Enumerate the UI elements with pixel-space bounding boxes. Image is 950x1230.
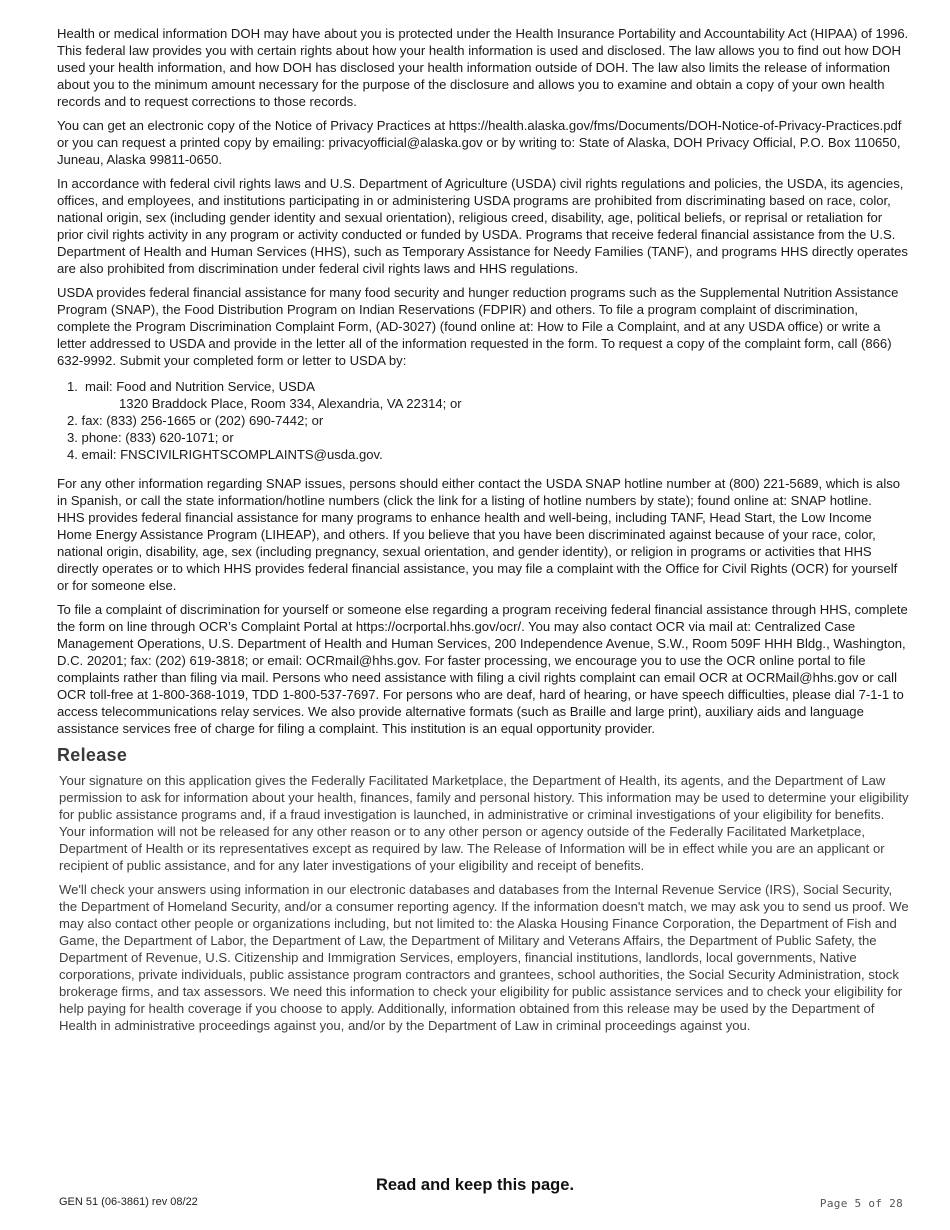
privacy-notice-paragraph: You can get an electronic copy of the Notice of Privacy Practices at https://health.alaska.gov/fms/Documents/DOH-Notice-of-Privacy-Practices.pdf or you can request a printed copy by emailing: privacyofficial@alaska.gov or by writing to: State of Alaska, DOH Privacy Official, P.O. Box 110650, Juneau, Alaska 99811-0650.: [57, 118, 902, 167]
usda-civil-rights-paragraph: In accordance with federal civil rights laws and U.S. Department of Agriculture (USDA) civil rights regulations and policies, the USDA, its agencies, offices, and employees, and institutions participating in or administering USDA programs are prohibited from discriminating based on race, color, national origin, sex (including gender identity and sexual orientation), religious creed, disability, age, political beliefs, or reprisal or retaliation for prior civil rights activity in any program or activity conducted or funded by USDA. Programs that receive federal financial assistance from the U.S. Department of Health and Human Services (HHS), such as Temporary Assistance for Needy Families (TANF), and programs HHS directly operates are also prohibited from discrimination under federal civil rights laws and HHS regulations.: [57, 176, 908, 276]
form-identifier: GEN 51 (06-3861) rev 08/22: [59, 1196, 198, 1208]
usda-submit-list: [67, 378, 909, 463]
hhs-complaint-paragraph: To file a complaint of discrimination for yourself or someone else regarding a program receiving federal financial assistance through HHS, complete the form on line through OCR’s Complaint Portal at https://ocrportal.hhs.gov/ocr/. You may also contact OCR via mail at: Centralized Case Management Operations, U.S. Department of Health and Human Services, 200 Independence Avenue, S.W., Room 509F HHH Bldg., Washington, D.C. 20201; fax: (202) 619-3818; or email: OCRmail@hhs.gov. For faster processing, we encourage you to use the OCR online portal to file complaints rather than filing via mail. Persons who need assistance with filing a civil rights complaint can email OCR at OCRMail@hhs.gov or call OCR toll-free at 1-800-368-1019, TDD 1-800-537-7697. For persons who are deaf, hard of hearing, or have speech difficulties, please dial 7-1-1 to access telecommunications relay services. We also provide alternative formats (such as Braille and large print), auxiliary aids and language assistance services free of charge for filing a complaint. This institution is an equal opportunity provider.: [57, 602, 908, 736]
list-item-continuation: 1320 Braddock Place, Room 334, Alexandria, VA 22314; or: [119, 396, 462, 411]
release-consent-paragraph: Your signature on this application gives the Federally Facilitated Marketplace, the Department of Health, its agents, and the Department of Law permission to ask for information about your health, finances, family and personal history. This information may be used to determine your eligibility for public assistance programs and, if a fraud investigation is launched, in administrative or criminal investigations of your eligibility for benefits. Your information will not be released for any other reason or to any other person or agency outside of the Federally Facilitated Marketplace, Department of Health or its representatives except as required by law. The Release of Information will be in effect while you are an applicant or recipient of public assistance, and for any later investigations of your eligibility and receipt of benefits.: [59, 773, 909, 873]
usda-complaint-paragraph: USDA provides federal financial assistance for many food security and hunger reduction programs such as the Supplemental Nutrition Assistance Program (SNAP), the Food Distribution Program on Indian Reservations (FDPIR) and others. To file a program complaint of discrimination, complete the Program Discrimination Complaint Form, (AD-3027) (found online at: How to File a Complaint, and at any USDA office) or write a letter addressed to USDA and provide in the letter all of the information requested in the form. To request a copy of the complaint form, call (866) 632-9992. Submit your completed form or letter to USDA by:: [57, 285, 899, 368]
list-item: 2. fax: (833) 256-1665 or (202) 690-7442; or: [67, 413, 324, 428]
hipaa-paragraph: Health or medical information DOH may have about you is protected under the Health Insurance Portability and Accountability Act (HIPAA) of 1996. This federal law provides you with certain rights about how your health information is used and disclosed. The law allows you to find out how DOH used your health information, and how DOH has disclosed your health information outside of DOH. The law also limits the release of information about you to the minimum amount necessary for the purpose of the disclosure and allows you to examine and obtain a copy of your own health records and to request corrections to those records.: [57, 26, 909, 109]
release-verification-paragraph: We'll check your answers using information in our electronic databases and databases from the Internal Revenue Service (IRS), Social Security, the Department of Homeland Security, and/or a consumer reporting agency. If the information doesn't match, we may ask you to send us proof. We may also contact other people or organizations including, but not limited to: the Alaska Housing Finance Corporation, the Department of Fish and Game, the Department of Labor, the Department of Law, the Department of Military and Veterans Affairs, the Department of Public Safety, the Department of Revenue, U.S. Citizenship and Immigration Services, employers, financial institutions, landlords, local governments, Native corporations, private individuals, public assistance program contractors and grantees, school authorities, the Social Security Administration, stock brokerage firms, and tax assessors. We need this information to check your eligibility for public assistance services and to check your eligibility for help paying for health coverage if you choose to apply. Additionally, information obtained from this release may be used by the Department of Health in administrative proceedings against you, and/or by the Department of Law in criminal proceedings against you.: [59, 882, 909, 1033]
list-item: [67, 378, 909, 395]
release-section: [57, 744, 909, 1034]
list-item: 4. email: FNSCIVILRIGHTSCOMPLAINTS@usda.gov.: [67, 447, 383, 462]
hhs-assistance-paragraph: HHS provides federal financial assistance for many programs to enhance health and well-being, including TANF, Head Start, the Low Income Home Energy Assistance Program (LIHEAP), and others. If you believe that you have been discriminated against because of your race, color, national origin, disability, age, sex (including pregnancy, sexual orientation, and gender identity), or religion in programs or activities that HHS directly operates or to which HHS provides federal financial assistance, you may file a complaint with the Office for Civil Rights (OCR) for yourself or for someone else.: [57, 510, 898, 593]
list-item: 3. phone: (833) 620-1071; or: [67, 430, 234, 445]
snap-hotline-paragraph: For any other information regarding SNAP issues, persons should either contact the USDA SNAP hotline number at (800) 221-5689, which is also in Spanish, or call the state information/hotline numbers (click the link for a listing of hotline numbers by state); found online at: SNAP hotline.: [57, 476, 901, 508]
list-item-text: mail: Food and Nutrition Service, USDA: [85, 379, 315, 394]
release-heading: Release: [57, 745, 128, 765]
list-item-number: 1.: [67, 379, 78, 394]
document-body: [57, 25, 909, 1041]
keep-page-notice: Read and keep this page.: [375, 1176, 575, 1194]
page-number: Page 5 of 28: [819, 1197, 903, 1210]
